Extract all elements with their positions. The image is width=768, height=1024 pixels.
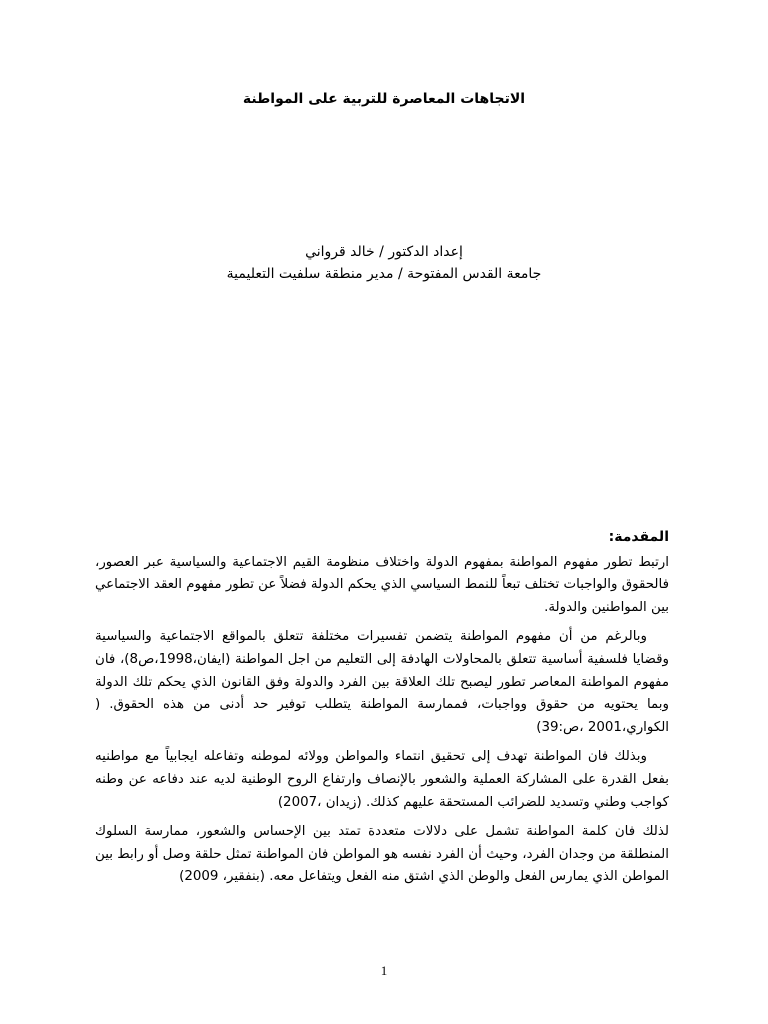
- body-text: [95, 526, 669, 896]
- paragraph: وبالرغم من أن مفهوم المواطنة يتضمن تفسيرات مختلفة تتعلق بالمواقع الاجتماعية والسياسية وقضايا فلسفية أساسية تتعلق بالمحاولات الهادفة إلى التعليم من اجل المواطنة (ايفان،1998،ص8)، فان مفهوم المواطنة المعاصر تطور ليصبح تلك العلاقة بين الفرد والدولة وفق القانون الذي يحكم تلك الدولة وبما يحتويه من حقوق وواجبات، فممارسة المواطنة يتطلب توفير حد أدنى من هذه الحقوق. ( الكواري،2001 ،ص:39): [95, 629, 669, 735]
- author-block: [0, 241, 768, 285]
- paragraph: لذلك فان كلمة المواطنة تشمل على دلالات متعددة تمتد بين الإحساس والشعور، ممارسة السلوك المنطلقة من وجدان الفرد، وحيث أن الفرد نفسه هو المواطن فان المواطنة تمثل حلقة وصل أو رابط بين المواطن الذي يمارس الفعل والوطن الذي اشتق منه الفعل ويتفاعل معه. (بنفقير، 2009): [95, 824, 669, 885]
- section-heading: المقدمة:: [608, 529, 669, 545]
- paragraph: ارتبط تطور مفهوم المواطنة بمفهوم الدولة واختلاف منظومة القيم الاجتماعية والسياسية عبر العصور، فالحقوق والواجبات تختلف تبعاً للنمط السياسي الذي يحكم الدولة فضلاً عن تطور مفهوم العقد الاجتماعي بين المواطنين والدولة.: [95, 554, 669, 615]
- paragraph: وبذلك فان المواطنة تهدف إلى تحقيق انتماء والمواطن وولائه لموطنه وتفاعله ايجابياً مع مواطنيه بفعل القدرة على المشاركة العملية والشعور بالإنصاف وارتفاع الروح الوطنية لديه عند دفاعه عن وطنه كواجب وطني وتسديد للضرائب المستحقة عليهم كذلك. (زيدان ،2007): [95, 749, 669, 810]
- document-title: الاتجاهات المعاصرة للتربية على المواطنة: [242, 91, 526, 107]
- author-line: إعداد الدكتور / خالد قرواني: [305, 244, 463, 260]
- affiliation-line: جامعة القدس المفتوحة / مدير منطقة سلفيت التعليمية: [226, 266, 542, 282]
- page-number: 1: [380, 963, 388, 978]
